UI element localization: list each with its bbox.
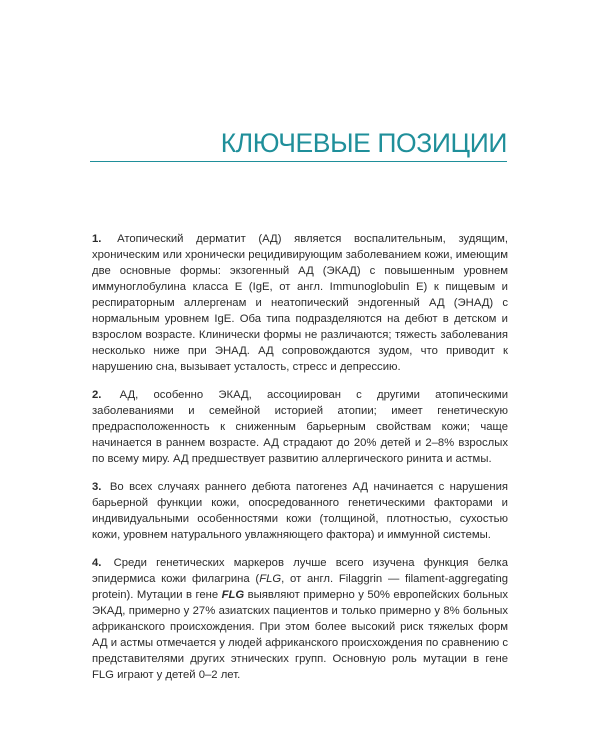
- key-point-number: 4.: [92, 557, 102, 569]
- key-point-number: 3.: [92, 481, 102, 493]
- key-point-1: [92, 231, 508, 375]
- key-point-3: [92, 479, 508, 543]
- title-underline: [90, 161, 507, 162]
- key-point-text: АД, особенно ЭКАД, ассоциирован с другими атопическими заболеваниями и семейной историей атопии; имеет генетическую предрасположенность к сниженным барьерным свойствам кожи; чаще начинается в раннем возрасте. АД страдают до 20% детей и 2–8% взрослых по всему миру. АД предшествует развитию аллергического ринита и астмы.: [92, 389, 509, 465]
- key-point-text-part: Среди генетических маркеров лучше всего изучена функция белка эпидермиса кожи филагрина (: [92, 557, 508, 585]
- key-point-number: 1.: [92, 233, 102, 245]
- key-point-text-part: выявляют примерно у 50% европейских больных ЭКАД, примерно у 27% азиатских пациентов и только примерно у 8% больных африканского происхождения. При этом более высокий риск тяжелых форм АД и астмы отмечается у людей африканского происхождения по сравнению с представителями других этнических групп. Основную роль мутации в гене FLG играют у детей 0–2 лет.: [92, 589, 508, 681]
- key-point-text-part: , от англ. Filaggrin — filament-aggregating protein). Мутации в гене: [92, 573, 509, 601]
- key-point-number: 2.: [92, 389, 102, 401]
- title-block: [90, 127, 507, 163]
- key-point-4: [92, 555, 508, 683]
- key-point-text: Во всех случаях раннего дебюта патогенез АД начинается с нарушения барьерной функции кожи, опосредованного генетическими факторами и индивидуальными особенностями кожи (толщиной, плотностью, сухостью кожи, уровнем натурального увлажняющего фактора) и иммунной системы.: [92, 481, 508, 541]
- gene-name: FLG: [221, 589, 245, 601]
- key-point-2: [92, 387, 508, 467]
- key-points-list: [92, 231, 508, 683]
- page-title: КЛЮЧЕВЫЕ ПОЗИЦИИ: [220, 128, 507, 158]
- gene-name: FLG: [259, 573, 282, 585]
- key-point-text: Атопический дерматит (АД) является воспалительным, зудящим, хроническим или хронически рецидивирующим заболеванием кожи, имеющим две основные формы: экзогенный АД (ЭКАД) с повышенным уровнем иммуноглобулина класса Е (IgE, от англ. Immunoglobulin E) к пищевым и респираторным аллергенам и неатопический эндогенный АД (ЭНАД) с нормальным уровнем IgE. Оба типа подразделяются на дебют в детском и взрослом возрасте. Клинически формы не различаются; тяжесть заболевания несколько ниже при ЭНАД. АД сопровождаются зудом, что приводит к нарушению сна, вызывает усталость, стресс и депрессию.: [92, 233, 508, 373]
